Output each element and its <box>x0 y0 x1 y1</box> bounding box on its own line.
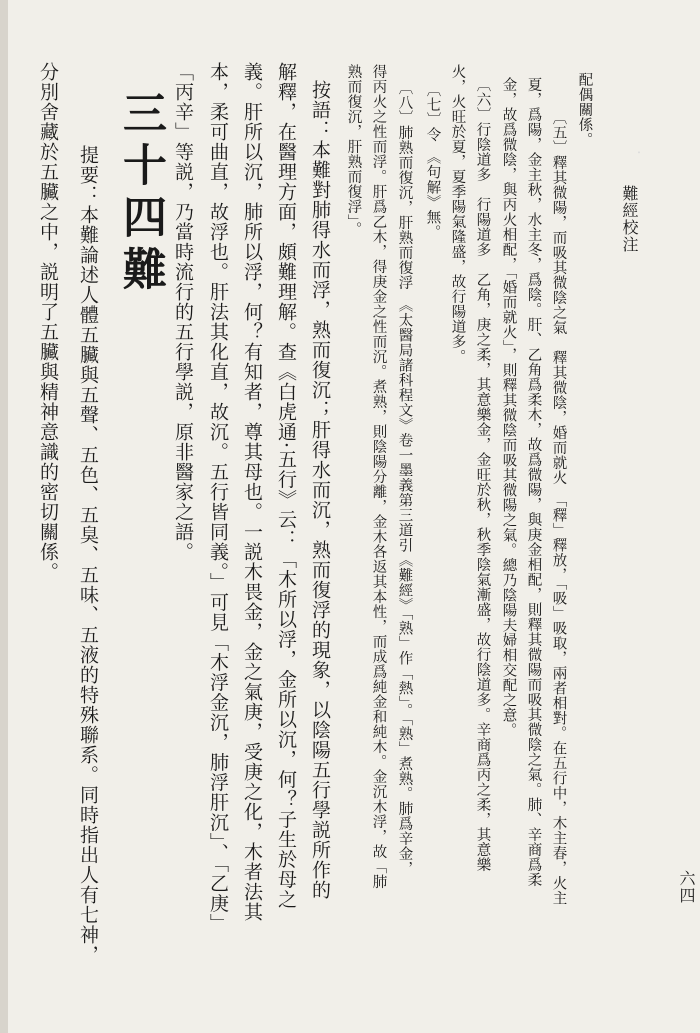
page-number: 六四 <box>677 870 696 904</box>
commentary-line-1: 配偶關係。 <box>576 72 593 147</box>
commentary-line-3: 夏，爲陽，金主秋，水主冬，爲陰。肝、乙角爲柔木，故爲微陽，與庚金相配，則釋其微陽而吸其微陰之氣。肺、辛商爲柔 <box>525 77 542 887</box>
commentary-line-8: 〔八〕肺熟而復沉，肝熟而復浮 《太醫局諸科程文》卷一墨義第三道引《難經》「熟」作「熱」。「熟」煮熟。肺爲辛金， <box>396 80 413 876</box>
notes-line-5: 「丙辛」等説，乃當時流行的五行學説，原非醫家之語。 <box>172 62 194 562</box>
commentary-line-4: 金，故爲微陰，與丙火相配，「婚而就火」，則釋其微陰而吸其微陽之氣。總乃陰陽夫婦相交配之意。 <box>500 77 517 738</box>
notes-line-4: 本，柔可曲直，故浮也。肝法其化直，故沉。五行皆同義。」可見「木浮金沉，肺浮肝沉」、「乙庚」 <box>207 62 229 934</box>
notes-line-2: 解釋，在醫理方面，頗難理解。查《白虎通·五行》云：「木所以浮，金所以沉，何？子生於母之 <box>275 62 297 910</box>
page-binding-edge <box>0 0 8 1033</box>
bleed-through-text: · <box>630 150 648 155</box>
notes-line-3: 義。肝所以沉，肺所以浮，何？有知者，尊其母也。一説木畏金，金之氣庚，受庚之化，木者法其 <box>241 62 263 922</box>
summary-line-1: 提要：本難論述人體五臟與五聲、五色、五臭、五味、五液的特殊聯系。同時指出人有七神， <box>77 145 99 965</box>
commentary-line-2: 〔五〕釋其微陽，而吸其微陰之氣 釋其微陰，婚而就火 「釋」釋放，「吸」吸取，兩者相對。在五行中，木主春，火主 <box>550 110 567 906</box>
summary-line-2: 分別舍藏於五臟之中，説明了五臟與精神意識的密切關係。 <box>37 62 59 582</box>
commentary-line-5: 〔六〕行陰道多 行陽道多 乙角，庚之柔，其意樂金，金旺於秋，秋季陰氣漸盛，故行陰道多。辛商爲丙之柔，其意樂 <box>474 77 491 872</box>
commentary-line-6: 火，火旺於夏，夏季陽氣隆盛，故行陽道多。 <box>449 64 466 364</box>
notes-line-1: 按語：本難對肺得水而浮，熟而復沉；肝得水而沉，熟而復浮的現象，以陰陽五行學説所作的 <box>309 80 331 900</box>
commentary-line-7: 〔七〕令 《句解》無。 <box>424 82 441 240</box>
chapter-title: 三十四難 <box>115 90 166 298</box>
book-title: 難經校注 <box>620 185 639 253</box>
commentary-line-9: 得丙火之性而浮。肝爲乙木，得庚金之性而沉。煮熟，則陰陽分離，金木各返其本性，而成爲純金和純木。金沉木浮，故「肺 <box>370 64 387 889</box>
commentary-line-10: 熟而復沉，肝熟而復浮」。 <box>345 64 362 237</box>
